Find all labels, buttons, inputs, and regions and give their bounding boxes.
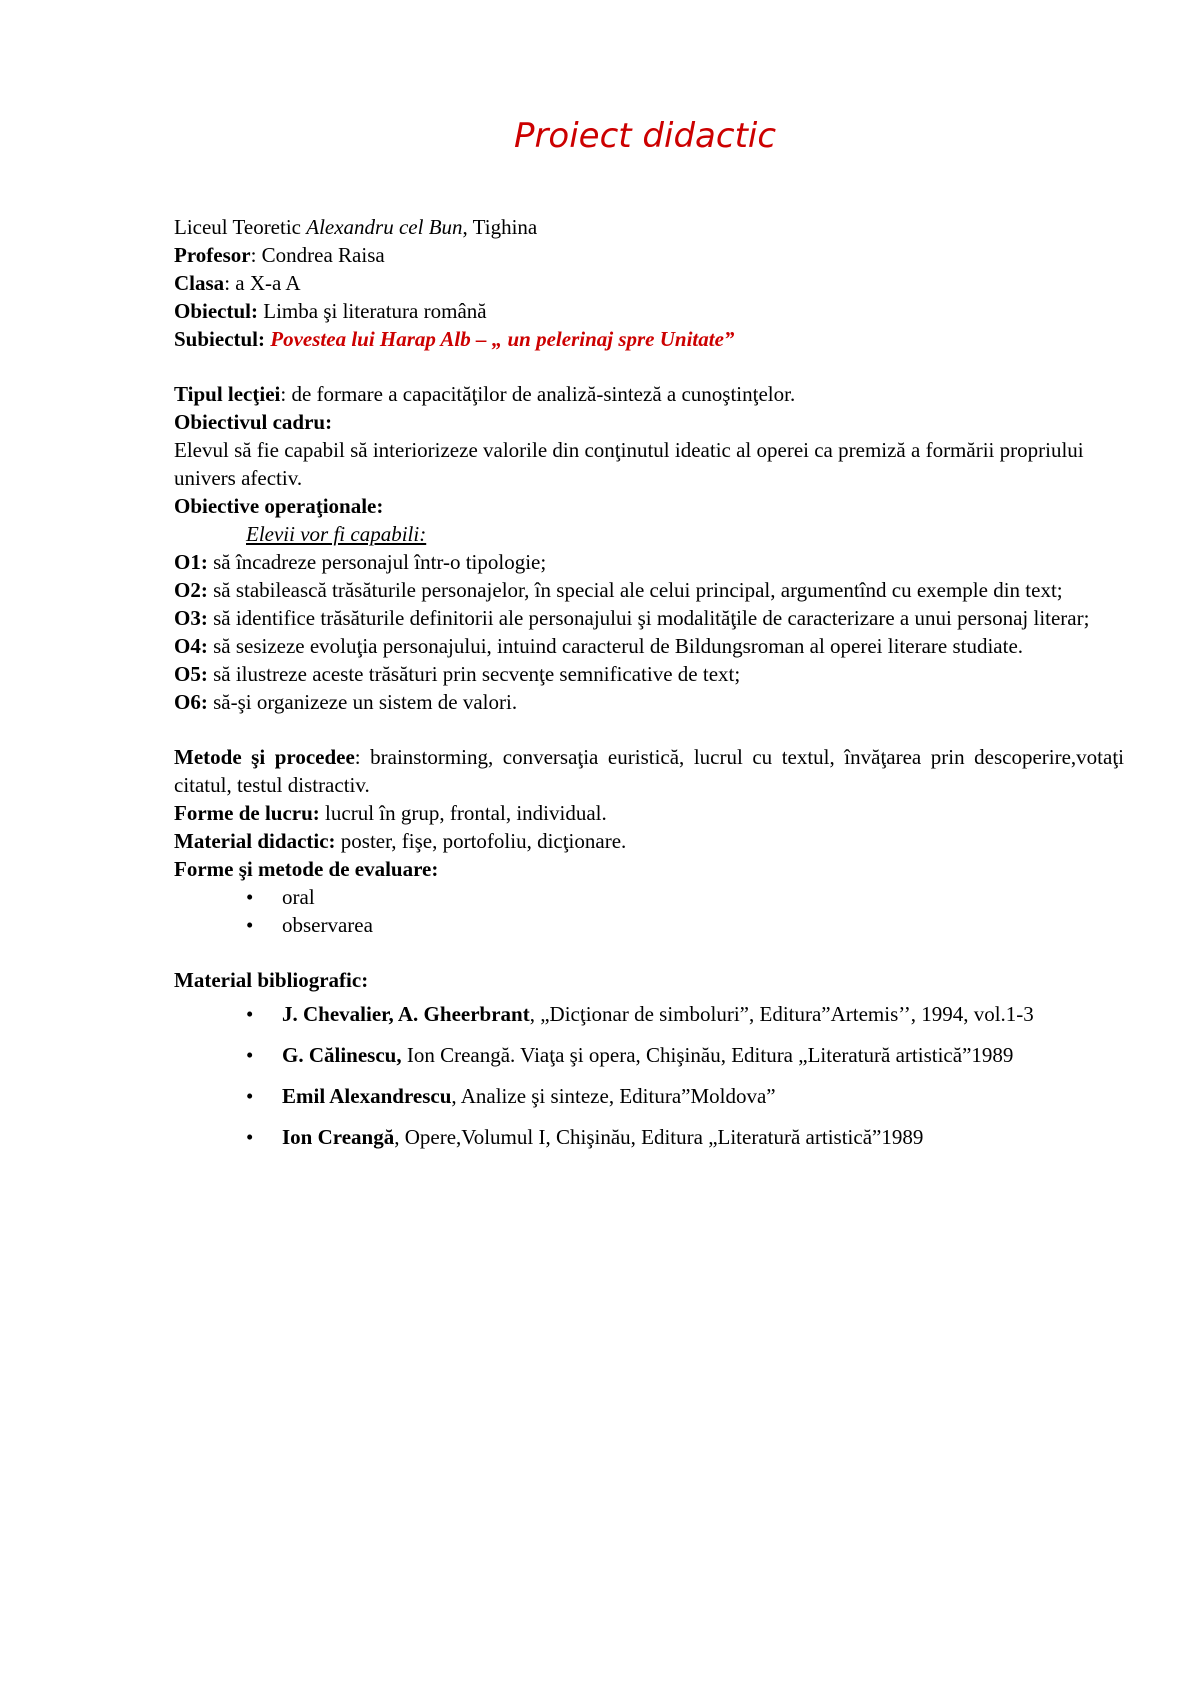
teacher-value: : Condrea Raisa: [250, 243, 385, 267]
objective-item: [174, 548, 1124, 576]
methods-value: : brainstorming, conversaţia euristică, lucrul cu textul, învăţarea prin descoperire,votaţi citatul, testul distractiv.: [174, 745, 1124, 797]
bibliography-text: , „Dicţionar de simboluri”, Editura”Artemis’’, 1994, vol.1-3: [529, 1002, 1034, 1026]
objective-item: [174, 604, 1124, 632]
teacher-label: Profesor: [174, 243, 251, 267]
lesson-type-value: : de formare a capacităţilor de analiză-sinteză a cunoştinţelor.: [280, 382, 796, 406]
framework-objective-text: Elevul să fie capabil să interiorizeze valorile din conţinutul ideatic al operei ca premiză a formării propriului univers afectiv.: [174, 438, 1084, 490]
operational-objectives-label: Obiective operaţionale:: [174, 494, 384, 518]
subject-area-value: Limba şi literatura română: [258, 299, 487, 323]
bullet-icon: •: [246, 913, 254, 937]
bibliography-text: Ion Creangă. Viaţa şi opera, Chişinău, Editura „Literatură artistică”1989: [401, 1043, 1014, 1067]
operational-intro-line: [174, 520, 1124, 548]
teacher-line: [174, 241, 1124, 269]
objective-text: să stabilească trăsăturile personajelor, în special ale celui principal, argumentînd cu exemple din text;: [207, 578, 1063, 602]
lesson-type-label: Tipul lecţiei: [174, 382, 281, 406]
objective-text: să sesizeze evoluţia personajului, intuind caracterul de Bildungsroman al operei literare studiate.: [207, 634, 1024, 658]
school-name: Alexandru cel Bun: [306, 215, 463, 239]
evaluation-label: Forme şi metode de evaluare:: [174, 857, 439, 881]
bullet-icon: •: [246, 885, 254, 909]
list-item: [174, 911, 1124, 939]
objective-code: O4:: [174, 634, 208, 658]
bibliography-list: [174, 994, 1124, 1158]
framework-objective-label: Obiectivul cadru:: [174, 410, 333, 434]
class-line: [174, 269, 1124, 297]
work-forms-label: Forme de lucru:: [174, 801, 320, 825]
didactic-material-value: poster, fişe, portofoliu, dicţionare.: [335, 829, 627, 853]
objective-text: să identifice trăsăturile definitorii ale personajului şi modalităţile de caracterizare a unui personaj literar;: [207, 606, 1090, 630]
bibliography-author: J. Chevalier, A. Gheerbrant: [282, 1002, 530, 1026]
objective-code: O3:: [174, 606, 208, 630]
school-prefix: Liceul Teoretic: [174, 215, 307, 239]
list-item: [174, 994, 1124, 1035]
methods-label: Metode şi procedee: [174, 745, 355, 769]
topic-line: [174, 325, 1124, 353]
bullet-icon: •: [246, 1084, 254, 1108]
objective-item: [174, 632, 1124, 660]
operational-intro: Elevii vor fi capabili:: [246, 522, 427, 546]
list-item: [174, 1117, 1124, 1158]
bullet-icon: •: [246, 1043, 254, 1067]
didactic-material-label: Material didactic:: [174, 829, 336, 853]
bibliography-text: , Opere,Volumul I, Chişinău, Editura „Literatură artistică”1989: [394, 1125, 924, 1149]
objective-item: [174, 660, 1124, 688]
objective-text: să-şi organizeze un sistem de valori.: [207, 690, 518, 714]
school-line: [174, 213, 1124, 241]
objective-code: O2:: [174, 578, 208, 602]
bullet-icon: •: [246, 1002, 254, 1026]
lesson-type-line: [174, 380, 1124, 408]
evaluation-list: [174, 883, 1124, 939]
page-title: Proiect didactic: [513, 116, 777, 156]
list-item: [174, 1035, 1124, 1076]
objective-text: să încadreze personajul într-o tipologie;: [207, 550, 547, 574]
document-body: [174, 213, 1124, 1158]
school-suffix: , Tighina: [462, 215, 538, 239]
bibliography-author: Emil Alexandrescu: [282, 1084, 452, 1108]
bibliography-text: , Analize şi sinteze, Editura”Moldova”: [451, 1084, 776, 1108]
objective-code: O6:: [174, 690, 208, 714]
class-value: : a X-a A: [224, 271, 301, 295]
bibliography-label: Material bibliografic:: [174, 968, 369, 992]
evaluation-item: oral: [282, 885, 315, 909]
work-forms-value: lucrul în grup, frontal, individual.: [319, 801, 607, 825]
topic-label: Subiectul:: [174, 327, 266, 351]
topic-value: Povestea lui Harap Alb – „ un pelerinaj spre Unitate”: [265, 327, 735, 351]
list-item: [174, 1076, 1124, 1117]
objective-code: O5:: [174, 662, 208, 686]
bibliography-author: G. Călinescu,: [282, 1043, 402, 1067]
bullet-icon: •: [246, 1125, 254, 1149]
subject-area-line: [174, 297, 1124, 325]
evaluation-item: observarea: [282, 913, 373, 937]
objective-item: [174, 576, 1124, 604]
methods-line: [174, 743, 1124, 799]
class-label: Clasa: [174, 271, 225, 295]
didactic-material-line: [174, 827, 1124, 855]
work-forms-line: [174, 799, 1124, 827]
objective-text: să ilustreze aceste trăsături prin secvenţe semnificative de text;: [207, 662, 741, 686]
bibliography-author: Ion Creangă: [282, 1125, 395, 1149]
list-item: [174, 883, 1124, 911]
subject-area-label: Obiectul:: [174, 299, 258, 323]
objective-code: O1:: [174, 550, 208, 574]
objective-item: [174, 688, 1124, 716]
